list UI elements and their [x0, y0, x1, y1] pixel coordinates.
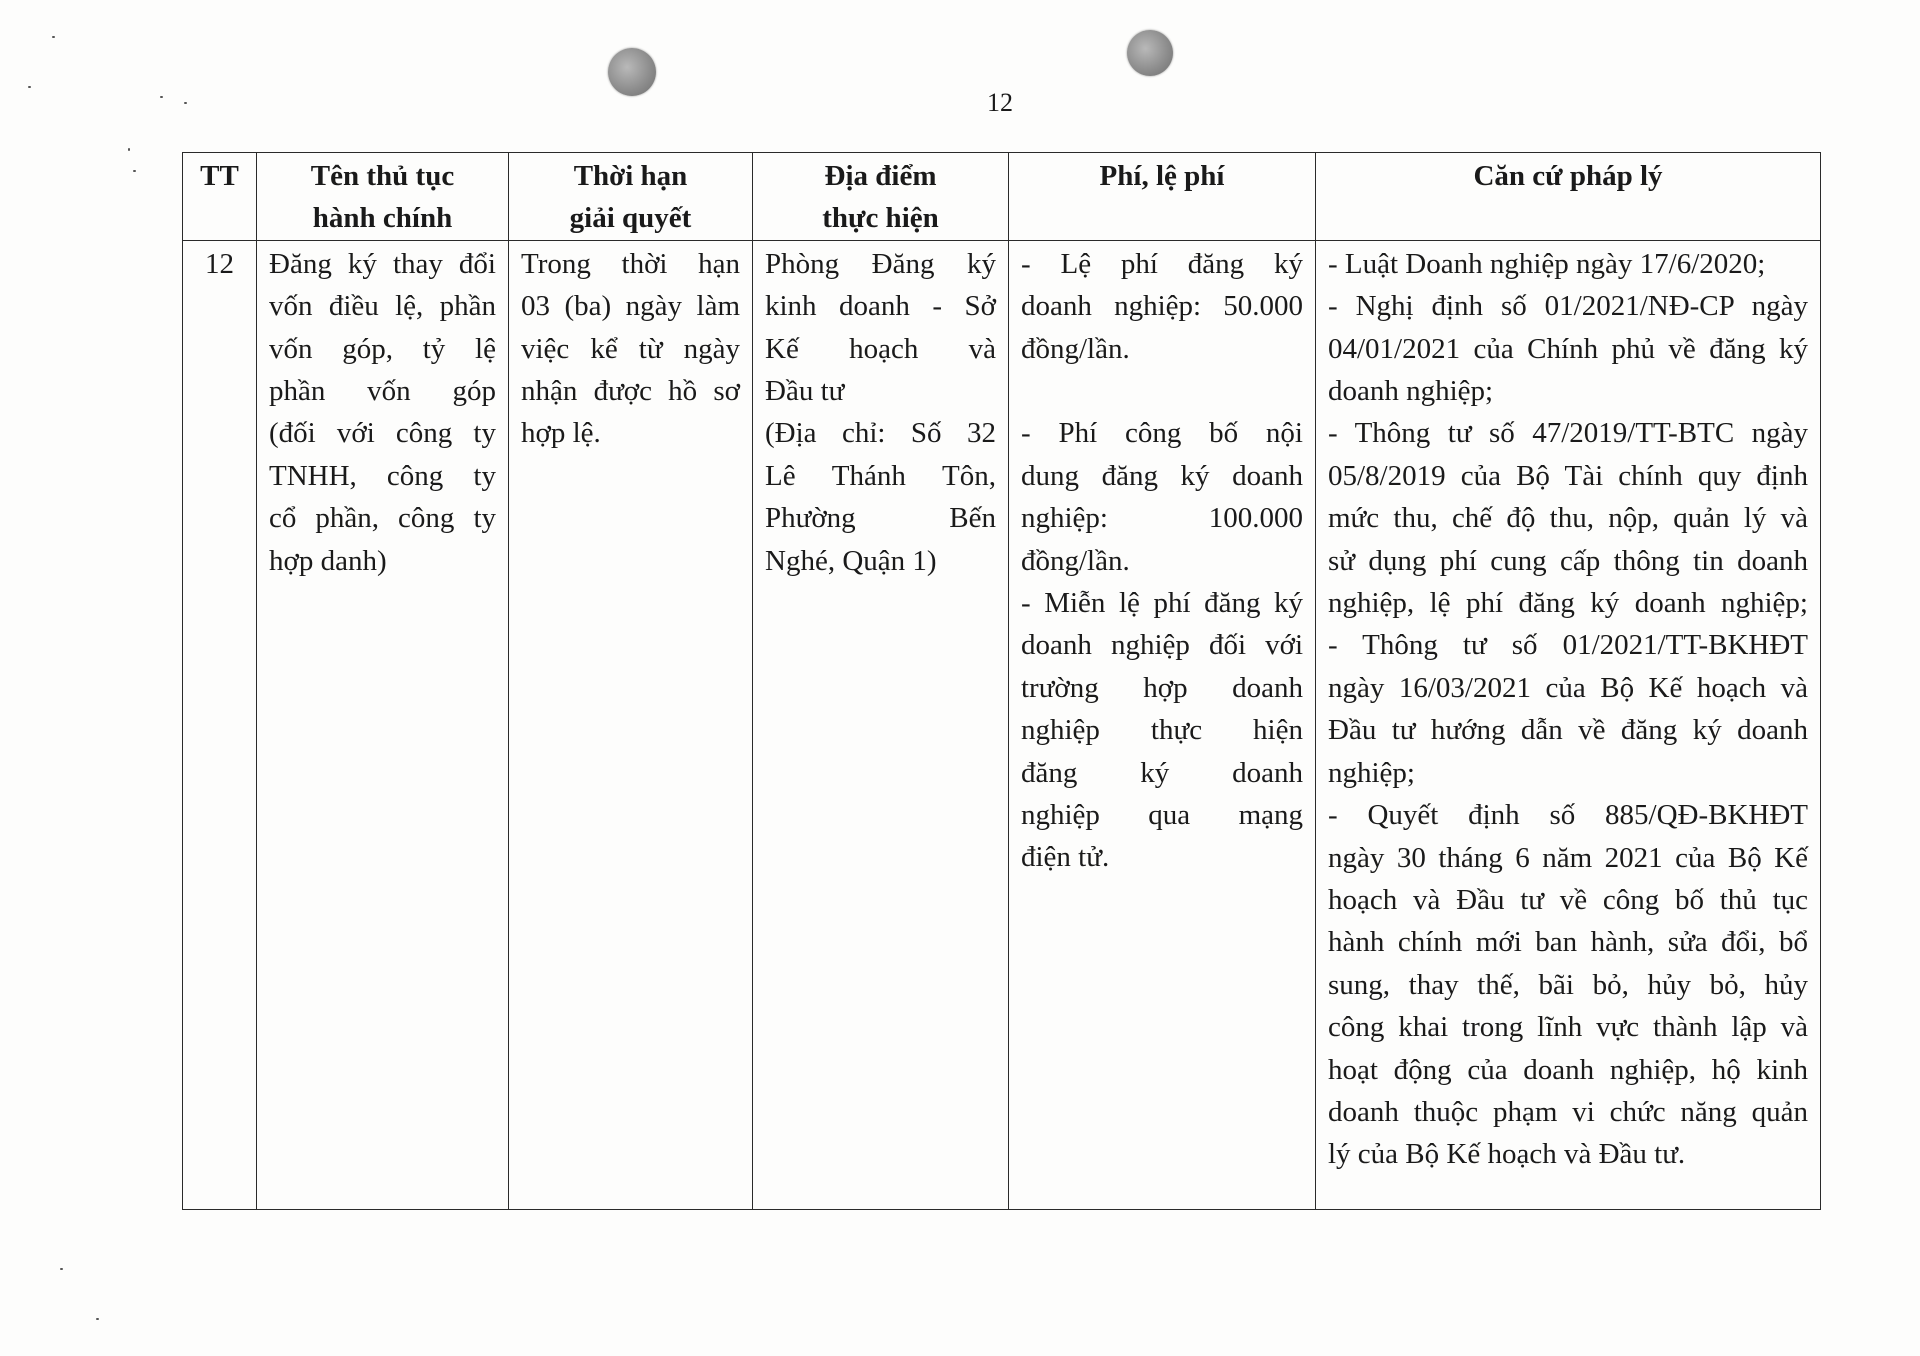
header-fee-label: Phí, lệ phí: [1099, 160, 1225, 192]
fee-line: nghiệp thực hiện: [1021, 714, 1303, 747]
legal-line: 04/01/2021 của Chính phủ về đăng ký: [1328, 332, 1808, 365]
header-name-line: hành chính: [312, 202, 453, 235]
legal-line: - Luật Doanh nghiệp ngày 17/6/2020;: [1328, 247, 1766, 280]
fee-line: nghiệp: 100.000: [1021, 502, 1303, 535]
fee-line: nghiệp qua mạng: [1021, 799, 1303, 832]
cell-fee: [1009, 240, 1316, 1209]
location-line: Lê Thánh Tôn,: [765, 459, 996, 492]
fee-spacer: [1021, 370, 1303, 412]
fee-line: đồng/lần.: [1021, 332, 1130, 365]
fee-line: đăng ký doanh: [1021, 756, 1303, 789]
page-number: 12: [987, 88, 1013, 117]
punch-hole-right: [1127, 30, 1173, 76]
fee-line: - Miễn lệ phí đăng ký: [1021, 587, 1303, 620]
name-line: vốn góp, tỷ lệ: [269, 332, 496, 365]
name-line: hợp danh): [269, 544, 387, 577]
legal-line: - Quyết định số 885/QĐ-BKHĐT: [1328, 799, 1808, 832]
fee-line: - Phí công bố nội: [1021, 417, 1303, 450]
scan-speck: [52, 36, 55, 38]
scan-speck: [128, 148, 130, 151]
location-line: (Địa chỉ: Số 32: [765, 417, 996, 450]
duration-line: Trong thời hạn: [521, 247, 740, 280]
legal-line: lý của Bộ Kế hoạch và Đầu tư.: [1328, 1138, 1686, 1171]
fee-line: dung đăng ký doanh: [1021, 459, 1303, 492]
name-line: (đối với công ty: [269, 417, 496, 450]
header-tt: [183, 153, 257, 241]
fee-line: trường hợp doanh: [1021, 671, 1303, 704]
legal-line: ngày 16/03/2021 của Bộ Kế hoạch và: [1328, 671, 1808, 704]
location-line: Đầu tư: [765, 375, 845, 408]
header-duration-line: Thời hạn: [573, 160, 688, 192]
table-row: [183, 240, 1821, 1209]
legal-line: mức thu, chế độ thu, nộp, quản lý và: [1328, 502, 1808, 535]
header-tt-label: TT: [200, 160, 239, 192]
scan-speck: [28, 86, 31, 88]
duration-line: nhận được hồ sơ: [521, 375, 740, 408]
legal-line: hành chính mới ban hành, sửa đổi, bổ: [1328, 926, 1808, 959]
legal-line: nghiệp;: [1328, 756, 1415, 789]
procedure-table: [182, 152, 1821, 1210]
duration-line: 03 (ba) ngày làm: [521, 290, 740, 323]
cell-location: [753, 240, 1009, 1209]
header-duration-line: giải quyết: [569, 202, 692, 235]
legal-line: công khai trong lĩnh vực thành lập và: [1328, 1011, 1808, 1044]
header-duration: [509, 153, 753, 241]
scan-speck: [60, 1268, 63, 1270]
duration-line: việc kể từ ngày: [521, 332, 740, 365]
name-line: TNHH, công ty: [269, 459, 496, 492]
header-legal-label: Căn cứ pháp lý: [1473, 160, 1663, 192]
fee-line: đồng/lần.: [1021, 544, 1130, 577]
legal-line: sung, thay thế, bãi bỏ, hủy bỏ, hủy: [1328, 968, 1808, 1001]
cell-duration: [509, 240, 753, 1209]
scan-speck: [96, 1318, 99, 1320]
legal-line: Đầu tư hướng dẫn về đăng ký doanh: [1328, 714, 1808, 747]
fee-line: doanh nghiệp: 50.000: [1021, 290, 1303, 323]
location-line: Phòng Đăng ký: [765, 247, 996, 280]
scan-speck: [184, 102, 187, 104]
name-line: Đăng ký thay đổi: [269, 247, 496, 280]
punch-hole-left: [608, 48, 656, 96]
scan-speck: [133, 170, 136, 172]
location-line: Phường Bến: [765, 502, 996, 535]
name-line: vốn điều lệ, phần: [269, 290, 496, 323]
header-procedure-name: [257, 153, 509, 241]
legal-line: - Thông tư số 01/2021/TT-BKHĐT: [1328, 629, 1808, 662]
legal-line: sử dụng phí cung cấp thông tin doanh: [1328, 544, 1808, 577]
fee-line: điện tử.: [1021, 841, 1110, 874]
cell-tt: [183, 240, 257, 1209]
legal-line: - Thông tư số 47/2019/TT-BTC ngày: [1328, 417, 1808, 450]
name-line: phần vốn góp: [269, 375, 496, 408]
location-line: kinh doanh - Sở: [765, 290, 996, 323]
legal-line: nghiệp, lệ phí đăng ký doanh nghiệp;: [1328, 587, 1808, 620]
legal-line: doanh nghiệp;: [1328, 375, 1494, 408]
legal-line: - Nghị định số 01/2021/NĐ-CP ngày: [1328, 290, 1808, 323]
header-name-line: Tên thủ tục: [310, 160, 455, 192]
legal-line: ngày 30 tháng 6 năm 2021 của Bộ Kế: [1328, 841, 1808, 874]
header-fee: [1009, 153, 1316, 241]
name-line: cổ phần, công ty: [269, 502, 496, 535]
header-legal-basis: [1316, 153, 1821, 241]
header-location-line: thực hiện: [822, 202, 939, 235]
row-number: 12: [205, 247, 234, 280]
cell-legal-basis: [1316, 240, 1821, 1209]
fee-line: - Lệ phí đăng ký: [1021, 247, 1303, 280]
duration-line: hợp lệ.: [521, 417, 601, 450]
location-line: Kế hoạch và: [765, 332, 996, 365]
legal-line: 05/8/2019 của Bộ Tài chính quy định: [1328, 459, 1808, 492]
legal-line: hoạt động của doanh nghiệp, hộ kinh: [1328, 1053, 1808, 1086]
location-line: Nghé, Quận 1): [765, 544, 937, 577]
fee-line: doanh nghiệp đối với: [1021, 629, 1303, 662]
header-location-line: Địa điểm: [824, 160, 937, 192]
legal-line: doanh thuộc phạm vi chức năng quản: [1328, 1095, 1808, 1128]
legal-line: hoạch và Đầu tư về công bố thủ tục: [1328, 883, 1808, 916]
cell-procedure-name: [257, 240, 509, 1209]
table-header-row: [183, 153, 1821, 241]
scan-speck: [160, 96, 163, 98]
header-location: [753, 153, 1009, 241]
